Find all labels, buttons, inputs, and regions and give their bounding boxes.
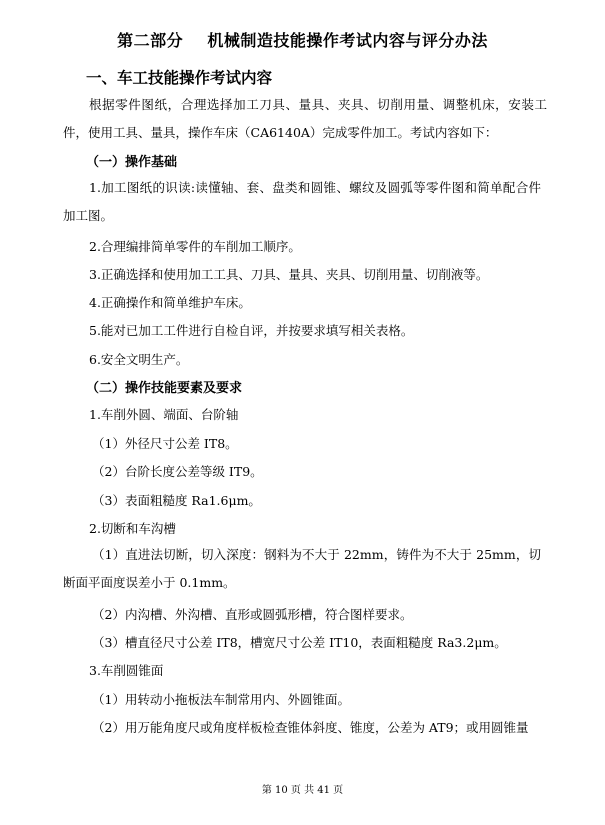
skill-item-1-point-2: （2）台阶长度公差等级 IT9。 [92,464,263,479]
intro-paragraph: 根据零件图纸，合理选择加工刀具、量具、夹具、切削用量、调整机床，安装工件，使用工具、量具，操作车床（CA6140A）完成零件加工。考试内容如下： [63,97,547,140]
skill-item-2-point-2: （2）内沟槽、外沟槽、直形或圆弧形槽，符合图样要求。 [92,607,413,622]
skill-item-1-point-3: （3）表面粗糙度 Ra1.6μm。 [92,493,261,508]
skill-item-2-point-3: （3）槽直径尺寸公差 IT8，槽宽尺寸公差 IT10，表面粗糙度 Ra3.2μm。 [92,635,507,650]
basics-item-1: 1.加工图纸的识读:读懂轴、套、盘类和圆锥、螺纹及圆弧等零件图和简单配合件加工图。 [63,180,541,223]
skill-item-2-point-1: （1）直进法切断，切入深度：钢料为不大于 22mm，铸件为不大于 25mm，切断面平面度误差小于 0.1mm。 [63,547,541,590]
basics-item-5: 5.能对已加工工件进行自检自评，并按要求填写相关表格。 [89,323,414,338]
skill-item-1-point-1: （1）外径尺寸公差 IT8。 [92,436,238,451]
skill-item-2-title: 2.切断和车沟槽 [89,521,176,536]
section-heading-lathe: 一、车工技能操作考试内容 [86,69,273,87]
subheading-skills: （二）操作技能要素及要求 [86,381,243,396]
basics-item-3: 3.正确选择和使用加工工具、刀具、量具、夹具、切削用量、切削液等。 [89,267,489,282]
skill-item-3-title: 3.车削圆锥面 [89,663,164,678]
basics-item-4: 4.正确操作和简单维护车床。 [89,295,251,310]
skill-item-3-point-1: （1）用转动小拖板法车制常用内、外圆锥面。 [92,692,350,707]
skill-item-1-title: 1.车削外圆、端面、台阶轴 [89,407,239,422]
skill-item-3-point-2: （2）用万能角度尺或角度样板检查锥体斜度、锥度，公差为 AT9；或用圆锥量 [92,720,529,735]
basics-item-6: 6.安全文明生产。 [89,352,189,367]
page-title: 第二部分 机械制造技能操作考试内容与评分办法 [117,31,488,50]
subheading-basics: （一）操作基础 [86,155,178,170]
page-footer: 第 10 页 共 41 页 [261,785,344,796]
basics-item-2: 2.合理编排简单零件的车削加工顺序。 [89,239,301,254]
